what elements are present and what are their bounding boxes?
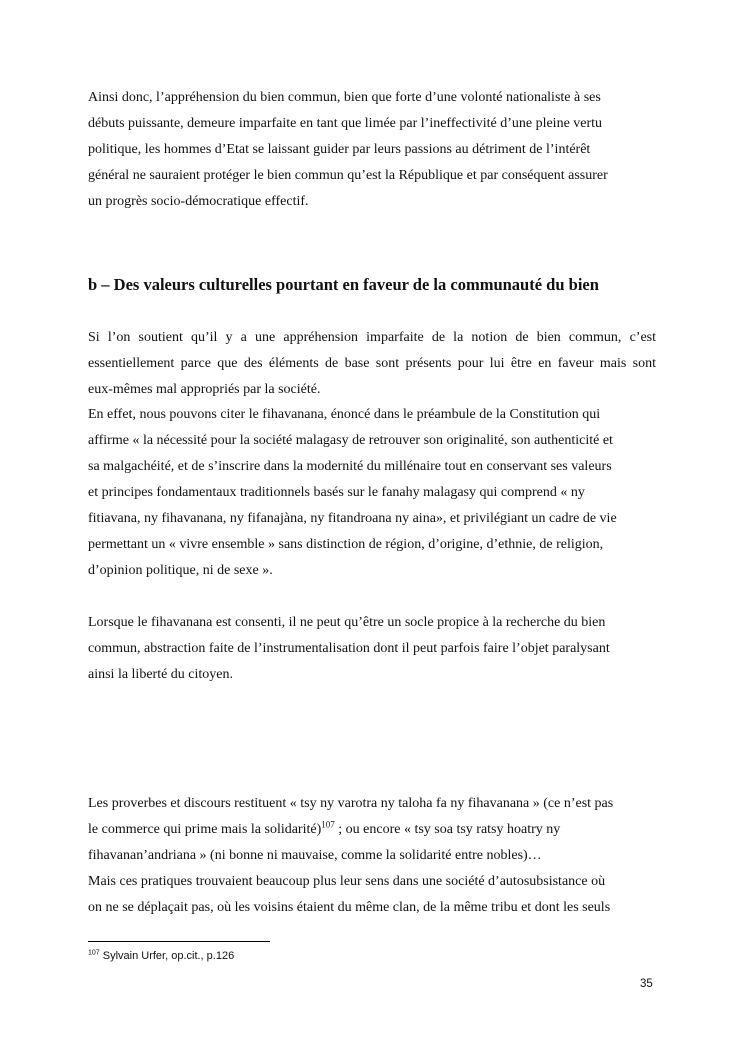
intro-line-2: débuts puissante, demeure imparfaite en tant que limée par l’ineffectivité d’une pleine vertu — [88, 116, 603, 131]
paragraph-2-line-3: sa malgachéité, et de s’inscrire dans la modernité du millénaire tout en conservant ses valeurs — [88, 459, 612, 474]
intro-line-3: politique, les hommes d’Etat se laissant guider par leurs passions au détriment de l’intérêt — [88, 142, 591, 157]
section-heading: b – Des valeurs culturelles pourtant en faveur de la communauté du bien — [88, 275, 599, 294]
footnote-number: 107 — [88, 949, 100, 957]
paragraph-4-line-3: fihavanan’andriana » (ni bonne ni mauvaise, comme la solidarité entre nobles)… — [88, 848, 542, 863]
intro-line-5: un progrès socio-démocratique effectif. — [88, 194, 309, 209]
paragraph-4-line-4: Mais ces pratiques trouvaient beaucoup plus leur sens dans une société d’autosubsistance où — [88, 874, 606, 889]
footnote-text: Sylvain Urfer, op.cit., p.126 — [99, 950, 235, 962]
intro-line-1: Ainsi donc, l’appréhension du bien commun, bien que forte d’une volonté nationaliste à ses — [88, 90, 601, 105]
paragraph-4-line-1: Les proverbes et discours restituent « tsy ny varotra ny taloha fa ny fihavanana » (ce n’est pas — [88, 796, 614, 811]
paragraph-3-line-3: ainsi la liberté du citoyen. — [88, 667, 234, 682]
paragraph-2-line-6: permettant un « vivre ensemble » sans distinction de région, d’origine, d’ethnie, de religion, — [88, 537, 604, 552]
intro-line-4: général ne sauraient protéger le bien commun qu’est la République et par conséquent assurer — [88, 168, 608, 183]
paragraph-2-line-7: d’opinion politique, ni de sexe ». — [88, 563, 273, 578]
paragraph-3-line-1: Lorsque le fihavanana est consenti, il ne peut qu’être un socle propice à la recherche du bien — [88, 615, 606, 630]
footnote-reference-107[interactable]: 107 — [321, 819, 335, 830]
paragraph-1-line-3: eux-mêmes mal appropriés par la société. — [88, 382, 321, 397]
paragraph-4-line-2-continuation: ; ou encore « tsy soa tsy ratsy hoatry ny — [334, 822, 561, 837]
paragraph-3-line-2: commun, abstraction faite de l’instrumentalisation dont il peut parfois faire l’objet paralysant — [88, 641, 610, 656]
paragraph-4-line-2 — [88, 821, 560, 839]
paragraph-2-line-1: En effet, nous pouvons citer le fihavanana, énoncé dans le préambule de la Constitution qui — [88, 407, 601, 422]
paragraph-4-line-2-text: le commerce qui prime mais la solidarité) — [88, 822, 322, 837]
paragraph-1-line-2: essentiellement parce que des éléments de base sont présents pour lui être en faveur mais sont — [88, 356, 656, 371]
paragraph-2-line-4: et principes fondamentaux traditionnels basés sur le fanahy malagasy qui comprend « ny — [88, 485, 585, 500]
paragraph-1-line-1: Si l’on soutient qu’il y a une appréhension imparfaite de la notion de bien commun, c’est — [88, 330, 656, 345]
paragraph-2-line-5: fitiavana, ny fihavanana, ny fifanajàna, ny fitandroana ny aina», et privilégiant un cadre de vie — [88, 511, 617, 526]
paragraph-4-line-5: on ne se déplaçait pas, où les voisins étaient du même clan, de la même tribu et dont les seuls — [88, 900, 611, 915]
footnote — [88, 949, 234, 963]
page-number: 35 — [640, 978, 653, 990]
footnote-separator — [88, 941, 270, 942]
paragraph-2-line-2: affirme « la nécessité pour la société malagasy de retrouver son originalité, son authenticité et — [88, 433, 613, 448]
